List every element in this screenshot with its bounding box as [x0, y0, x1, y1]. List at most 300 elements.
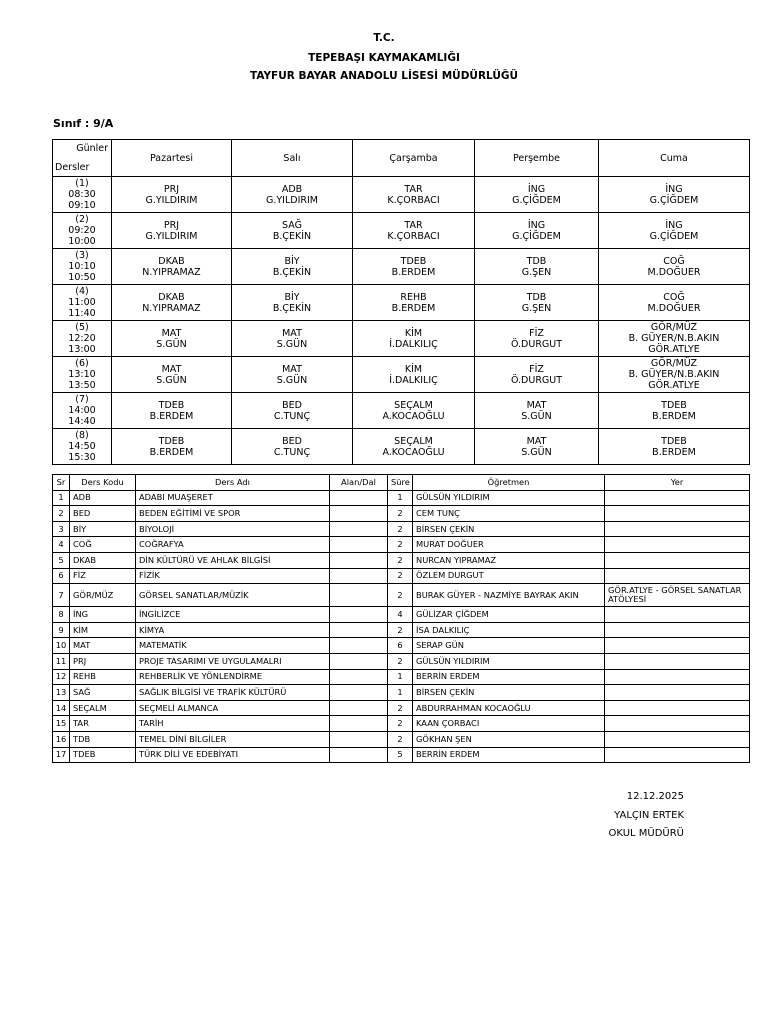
- legend-sr: 15: [53, 716, 70, 732]
- legend-duration: 2: [388, 653, 413, 669]
- lesson-cell: [112, 429, 232, 465]
- legend-header: Öğretmen: [413, 475, 605, 491]
- period-no: (7): [75, 394, 89, 405]
- period-no: (1): [75, 178, 89, 189]
- lesson-code: GÖR/MÜZ: [650, 358, 698, 369]
- legend-duration: 2: [388, 521, 413, 537]
- legend-duration: 2: [388, 700, 413, 716]
- legend-sr: 12: [53, 669, 70, 685]
- lesson-code: FİZ: [529, 327, 544, 339]
- legend-course-name: PROJE TASARIMI VE UYGULAMALRI: [136, 653, 330, 669]
- legend-code: SEÇALM: [70, 700, 136, 716]
- period-time-cell: [53, 249, 112, 285]
- legend-area: [330, 521, 388, 537]
- legend-duration: 2: [388, 622, 413, 638]
- period-row: [53, 285, 750, 321]
- lesson-cell: [475, 177, 599, 213]
- lesson-teacher: B.ERDEM: [391, 302, 436, 314]
- legend-code: BİY: [70, 521, 136, 537]
- lesson-code: MAT: [161, 327, 182, 339]
- period-start: 09:20: [68, 225, 96, 236]
- legend-course-name: BİYOLOJİ: [136, 521, 330, 537]
- lesson-code: TAR: [404, 219, 423, 231]
- legend-sr: 5: [53, 552, 70, 568]
- lesson-room: GÖR.ATLYE: [648, 344, 700, 355]
- legend-course-name: SAĞLIK BİLGİSİ VE TRAFİK KÜLTÜRÜ: [136, 685, 330, 701]
- lesson-cell: [112, 177, 232, 213]
- legend-code: ADB: [70, 490, 136, 506]
- legend-duration: 2: [388, 552, 413, 568]
- legend-area: [330, 669, 388, 685]
- legend-row: [53, 521, 750, 537]
- lesson-teacher: K.ÇORBACI: [387, 194, 440, 206]
- legend-code: GÖR/MÜZ: [70, 584, 136, 607]
- legend-area: [330, 685, 388, 701]
- period-no: (6): [75, 358, 89, 369]
- lesson-cell: [112, 213, 232, 249]
- lesson-teacher: S.GÜN: [156, 338, 187, 350]
- lesson-teacher: B.ERDEM: [652, 410, 696, 422]
- legend-row: [53, 653, 750, 669]
- lesson-teacher: S.GÜN: [521, 446, 552, 458]
- legend-course-name: DİN KÜLTÜRÜ VE AHLAK BİLGİSİ: [136, 552, 330, 568]
- lesson-code: DKAB: [158, 291, 185, 303]
- legend-sr: 16: [53, 731, 70, 747]
- lesson-cell: [475, 213, 599, 249]
- legend-code: TDB: [70, 731, 136, 747]
- legend-sr: 17: [53, 747, 70, 763]
- legend-course-name: TEMEL DİNİ BİLGİLER: [136, 731, 330, 747]
- legend-header: Ders Adı: [136, 475, 330, 491]
- day-header: Pazartesi: [112, 140, 232, 177]
- lesson-code: SEÇALM: [394, 399, 433, 411]
- lesson-code: TDEB: [158, 399, 185, 411]
- lesson-teacher: B.ERDEM: [149, 446, 194, 458]
- lesson-cell: [353, 177, 475, 213]
- lesson-code: BİY: [284, 255, 300, 267]
- lesson-code: İNG: [527, 183, 546, 195]
- lesson-code: COĞ: [663, 255, 685, 267]
- lesson-teacher: B. GÜYER/N.B.AKIN: [628, 333, 720, 344]
- day-header: Çarşamba: [353, 140, 475, 177]
- lesson-teacher: İ.DALKILIÇ: [389, 338, 438, 350]
- lesson-code: İNG: [665, 219, 683, 231]
- lesson-teacher: G.ÇİĞDEM: [512, 194, 561, 206]
- legend-room: [605, 700, 750, 716]
- legend-header: Yer: [605, 475, 750, 491]
- legend-area: [330, 731, 388, 747]
- legend-row: [53, 537, 750, 553]
- legend-code: TDEB: [70, 747, 136, 763]
- signature-date: 12.12.2025: [626, 791, 684, 802]
- legend-room: [605, 506, 750, 522]
- legend-duration: 2: [388, 731, 413, 747]
- period-start: 10:10: [68, 261, 96, 272]
- legend-row: [53, 622, 750, 638]
- lesson-cell: [599, 429, 750, 465]
- lesson-code: TDEB: [661, 399, 687, 411]
- legend-row: [53, 490, 750, 506]
- lesson-code: TDB: [526, 255, 547, 267]
- legend-area: [330, 700, 388, 716]
- legend-course-name: GÖRSEL SANATLAR/MÜZİK: [136, 584, 330, 607]
- legend-room: [605, 521, 750, 537]
- legend-row: [53, 607, 750, 623]
- legend-course-name: FİZİK: [136, 568, 330, 584]
- legend-room: [605, 537, 750, 553]
- legend-code: KİM: [70, 622, 136, 638]
- period-end: 10:50: [68, 272, 96, 283]
- legend-row: [53, 669, 750, 685]
- period-row: [53, 429, 750, 465]
- legend-room: [605, 731, 750, 747]
- lesson-code: MAT: [161, 363, 182, 375]
- legend-area: [330, 607, 388, 623]
- lesson-room: GÖR.ATLYE: [648, 380, 700, 391]
- legend-header: Süre: [388, 475, 413, 491]
- period-time-cell: [53, 429, 112, 465]
- legend-duration: 1: [388, 490, 413, 506]
- legend-sr: 11: [53, 653, 70, 669]
- lesson-teacher: G.YILDIRIM: [266, 194, 318, 206]
- lesson-code: COĞ: [663, 291, 685, 303]
- lesson-teacher: G.ÇİĞDEM: [649, 230, 699, 242]
- lesson-code: İNG: [527, 219, 546, 231]
- lesson-cell: [475, 249, 599, 285]
- period-row: [53, 177, 750, 213]
- legend-row: [53, 552, 750, 568]
- lesson-cell: [353, 357, 475, 393]
- signature-title: OKUL MÜDÜRÜ: [608, 828, 684, 839]
- legend-code: BED: [70, 506, 136, 522]
- course-legend-table: [52, 474, 750, 763]
- period-time-cell: [53, 393, 112, 429]
- legend-course-name: COĞRAFYA: [136, 537, 330, 553]
- period-no: (3): [75, 250, 89, 261]
- legend-teacher: GÜLSÜN YILDIRIM: [413, 653, 605, 669]
- lesson-teacher: G.YILDIRIM: [145, 194, 198, 206]
- legend-teacher: MURAT DOĞUER: [413, 537, 605, 553]
- legend-duration: 2: [388, 584, 413, 607]
- lesson-cell: [232, 285, 353, 321]
- lesson-code: BED: [282, 435, 302, 447]
- lesson-teacher: G.ÇİĞDEM: [512, 230, 561, 242]
- legend-course-name: REHBERLİK VE YÖNLENDİRME: [136, 669, 330, 685]
- legend-teacher: ABDURRAHMAN KOCAOĞLU: [413, 700, 605, 716]
- legend-teacher: BERRİN ERDEM: [413, 669, 605, 685]
- lesson-teacher: B.ÇEKİN: [272, 302, 312, 314]
- legend-row: [53, 638, 750, 654]
- lesson-code: ADB: [281, 183, 303, 195]
- legend-code: MAT: [70, 638, 136, 654]
- lesson-code: MAT: [526, 399, 547, 411]
- lesson-code: BİY: [284, 291, 300, 303]
- legend-teacher: GÖKHAN ŞEN: [413, 731, 605, 747]
- legend-course-name: MATEMATİK: [136, 638, 330, 654]
- legend-code: DKAB: [70, 552, 136, 568]
- lesson-teacher: C.TUNÇ: [273, 446, 311, 458]
- legend-course-name: SEÇMELİ ALMANCA: [136, 700, 330, 716]
- lesson-teacher: N.YIPRAMAZ: [142, 302, 201, 314]
- lesson-teacher: B.ÇEKİN: [272, 230, 312, 242]
- period-no: (8): [75, 430, 89, 441]
- lesson-code: MAT: [526, 435, 547, 447]
- legend-room: [605, 716, 750, 732]
- lesson-teacher: S.GÜN: [276, 374, 308, 386]
- lesson-cell: [353, 321, 475, 357]
- legend-duration: 2: [388, 568, 413, 584]
- period-start: 14:50: [68, 441, 96, 452]
- legend-header: Sr: [53, 475, 70, 491]
- day-header: Salı: [232, 140, 353, 177]
- legend-row: [53, 716, 750, 732]
- legend-teacher: BERRİN ERDEM: [413, 747, 605, 763]
- period-row: [53, 249, 750, 285]
- lesson-teacher: G.ŞEN: [521, 266, 552, 278]
- header-tc: T.C.: [373, 32, 395, 44]
- lesson-teacher: Ö.DURGUT: [510, 338, 563, 350]
- legend-room: [605, 568, 750, 584]
- legend-code: SAĞ: [70, 685, 136, 701]
- legend-course-name: KİMYA: [136, 622, 330, 638]
- legend-row: [53, 568, 750, 584]
- lesson-code: SEÇALM: [394, 435, 433, 447]
- lesson-cell: [112, 393, 232, 429]
- legend-code: TAR: [70, 716, 136, 732]
- lesson-teacher: M.DOĞUER: [647, 266, 701, 278]
- lesson-code: DKAB: [158, 255, 185, 267]
- legend-code: FİZ: [70, 568, 136, 584]
- schedule-table: [52, 139, 750, 465]
- period-row: [53, 321, 750, 357]
- legend-teacher: KAAN ÇORBACI: [413, 716, 605, 732]
- lesson-code: REHB: [400, 291, 427, 303]
- legend-room: [605, 653, 750, 669]
- period-time-cell: [53, 321, 112, 357]
- lesson-teacher: N.YIPRAMAZ: [142, 266, 201, 278]
- period-end: 15:30: [68, 452, 96, 463]
- lesson-cell: [475, 429, 599, 465]
- header-kaymakamlik: TEPEBAŞI KAYMAKAMLIĞI: [308, 52, 460, 64]
- lesson-teacher: S.GÜN: [521, 410, 552, 422]
- legend-sr: 3: [53, 521, 70, 537]
- period-start: 11:00: [68, 297, 96, 308]
- legend-area: [330, 747, 388, 763]
- period-time-cell: [53, 285, 112, 321]
- legend-teacher: İSA DALKILIÇ: [413, 622, 605, 638]
- legend-header: Ders Kodu: [70, 475, 136, 491]
- lesson-code: TDEB: [400, 255, 427, 267]
- lesson-code: PRJ: [163, 219, 180, 231]
- lesson-teacher: G.ÇİĞDEM: [649, 194, 699, 206]
- lesson-teacher: İ.DALKILIÇ: [389, 374, 438, 386]
- legend-row: [53, 700, 750, 716]
- legend-area: [330, 568, 388, 584]
- legend-duration: 5: [388, 747, 413, 763]
- period-row: [53, 213, 750, 249]
- lesson-code: BED: [282, 399, 302, 411]
- legend-room: [605, 638, 750, 654]
- legend-area: [330, 638, 388, 654]
- period-end: 13:50: [68, 380, 96, 391]
- signature-name: YALÇIN ERTEK: [614, 810, 684, 821]
- lesson-cell: [232, 429, 353, 465]
- lesson-teacher: G.ŞEN: [521, 302, 552, 314]
- legend-teacher: ÖZLEM DURGUT: [413, 568, 605, 584]
- lesson-code: MAT: [282, 327, 302, 339]
- lesson-cell: [353, 213, 475, 249]
- lesson-cell: [599, 321, 750, 357]
- lesson-cell: [232, 177, 353, 213]
- corner-lessons-label: Dersler: [55, 162, 90, 173]
- lesson-cell: [112, 357, 232, 393]
- lesson-cell: [475, 393, 599, 429]
- legend-room: GÖR.ATLYE - GÖRSEL SANATLAR ATÖLYESİ: [605, 584, 750, 607]
- legend-course-name: TARİH: [136, 716, 330, 732]
- period-end: 14:40: [68, 416, 96, 427]
- period-time-cell: [53, 177, 112, 213]
- lesson-code: KİM: [404, 363, 423, 375]
- legend-course-name: İNGİLİZCE: [136, 607, 330, 623]
- lesson-cell: [599, 249, 750, 285]
- lesson-code: KİM: [404, 327, 423, 339]
- legend-sr: 1: [53, 490, 70, 506]
- legend-duration: 1: [388, 685, 413, 701]
- legend-teacher: BİRSEN ÇEKİN: [413, 685, 605, 701]
- lesson-cell: [232, 321, 353, 357]
- legend-room: [605, 490, 750, 506]
- legend-header: Alan/Dal: [330, 475, 388, 491]
- legend-room: [605, 685, 750, 701]
- lesson-cell: [353, 429, 475, 465]
- period-row: [53, 393, 750, 429]
- legend-sr: 6: [53, 568, 70, 584]
- legend-sr: 13: [53, 685, 70, 701]
- legend-sr: 14: [53, 700, 70, 716]
- legend-room: [605, 669, 750, 685]
- lesson-cell: [232, 357, 353, 393]
- legend-row: [53, 584, 750, 607]
- legend-area: [330, 537, 388, 553]
- lesson-teacher: K.ÇORBACI: [387, 230, 440, 242]
- legend-duration: 2: [388, 506, 413, 522]
- legend-sr: 9: [53, 622, 70, 638]
- period-no: (4): [75, 286, 89, 297]
- lesson-teacher: M.DOĞUER: [647, 302, 701, 314]
- period-end: 11:40: [68, 308, 96, 319]
- lesson-cell: [112, 321, 232, 357]
- period-end: 10:00: [68, 236, 96, 247]
- lesson-cell: [599, 393, 750, 429]
- lesson-teacher: G.YILDIRIM: [145, 230, 198, 242]
- lesson-code: PRJ: [163, 183, 180, 195]
- period-start: 14:00: [68, 405, 96, 416]
- period-no: (5): [75, 322, 89, 333]
- legend-course-name: BEDEN EĞİTİMİ VE SPOR: [136, 506, 330, 522]
- legend-course-name: ADABI MUAŞERET: [136, 490, 330, 506]
- legend-row: [53, 731, 750, 747]
- legend-area: [330, 584, 388, 607]
- lesson-cell: [232, 393, 353, 429]
- lesson-cell: [599, 213, 750, 249]
- legend-teacher: GÜLSÜN YILDIRIM: [413, 490, 605, 506]
- legend-room: [605, 747, 750, 763]
- legend-area: [330, 653, 388, 669]
- lesson-cell: [353, 393, 475, 429]
- lesson-teacher: B.ÇEKİN: [272, 266, 312, 278]
- period-time-cell: [53, 357, 112, 393]
- legend-code: İNG: [70, 607, 136, 623]
- legend-room: [605, 607, 750, 623]
- period-end: 13:00: [68, 344, 96, 355]
- lesson-code: TAR: [404, 183, 423, 195]
- legend-teacher: GÜLİZAR ÇİĞDEM: [413, 607, 605, 623]
- legend-sr: 2: [53, 506, 70, 522]
- lesson-teacher: Ö.DURGUT: [510, 374, 563, 386]
- legend-row: [53, 685, 750, 701]
- lesson-cell: [112, 285, 232, 321]
- period-start: 08:30: [68, 189, 96, 200]
- lesson-cell: [475, 321, 599, 357]
- legend-teacher: SERAP GÜN: [413, 638, 605, 654]
- lesson-teacher: A.KOCAOĞLU: [382, 446, 445, 458]
- lesson-code: SAĞ: [282, 219, 302, 231]
- legend-code: REHB: [70, 669, 136, 685]
- corner-days-label: Günler: [76, 143, 108, 154]
- legend-area: [330, 552, 388, 568]
- day-header: Perşembe: [475, 140, 599, 177]
- legend-duration: 4: [388, 607, 413, 623]
- legend-code: COĞ: [70, 537, 136, 553]
- period-start: 12:20: [68, 333, 96, 344]
- lesson-cell: [475, 357, 599, 393]
- legend-duration: 2: [388, 537, 413, 553]
- lesson-cell: [599, 177, 750, 213]
- legend-teacher: BİRSEN ÇEKİN: [413, 521, 605, 537]
- lesson-teacher: C.TUNÇ: [273, 410, 311, 422]
- lesson-cell: [112, 249, 232, 285]
- legend-duration: 6: [388, 638, 413, 654]
- header-school: TAYFUR BAYAR ANADOLU LİSESİ MÜDÜRLÜĞÜ: [249, 70, 519, 82]
- lesson-code: TDB: [526, 291, 547, 303]
- lesson-code: GÖR/MÜZ: [650, 322, 698, 333]
- period-time-cell: [53, 213, 112, 249]
- legend-row: [53, 506, 750, 522]
- schedule-corner: [53, 140, 112, 177]
- lesson-code: FİZ: [529, 363, 544, 375]
- legend-area: [330, 490, 388, 506]
- class-label: Sınıf : 9/A: [53, 117, 114, 130]
- lesson-cell: [232, 249, 353, 285]
- legend-sr: 8: [53, 607, 70, 623]
- lesson-teacher: S.GÜN: [276, 338, 308, 350]
- legend-row: [53, 747, 750, 763]
- lesson-cell: [353, 249, 475, 285]
- legend-area: [330, 506, 388, 522]
- legend-area: [330, 716, 388, 732]
- day-header: Cuma: [599, 140, 750, 177]
- lesson-teacher: B.ERDEM: [652, 446, 696, 458]
- legend-teacher: CEM TUNÇ: [413, 506, 605, 522]
- lesson-teacher: A.KOCAOĞLU: [382, 410, 445, 422]
- legend-room: [605, 552, 750, 568]
- lesson-cell: [475, 285, 599, 321]
- lesson-cell: [232, 213, 353, 249]
- lesson-code: MAT: [282, 363, 302, 375]
- lesson-code: TDEB: [158, 435, 185, 447]
- legend-teacher: NURCAN YIPRAMAZ: [413, 552, 605, 568]
- legend-sr: 4: [53, 537, 70, 553]
